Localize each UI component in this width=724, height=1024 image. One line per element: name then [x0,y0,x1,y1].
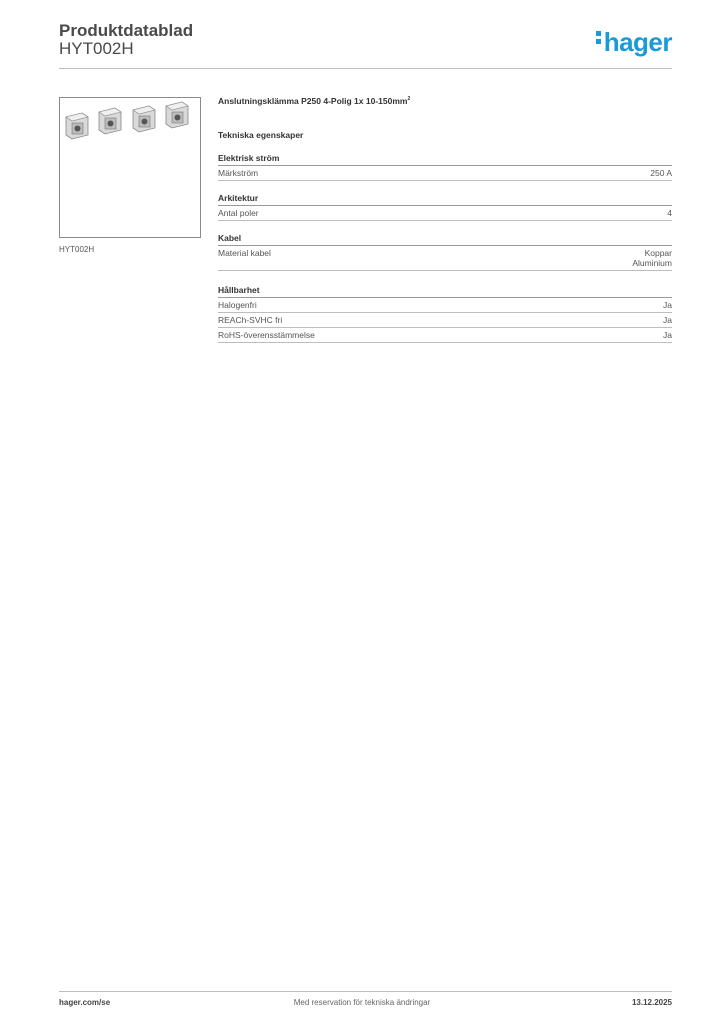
hager-logo [596,27,672,58]
spec-value: Koppar Aluminium [632,248,672,268]
group-title-elektrisk-strom: Elektrisk ström [218,153,672,166]
logo-text: hager [603,27,672,57]
spec-value: 250 A [650,168,672,178]
spec-value: Ja [663,300,672,310]
group-title-hallbarhet: Hållbarhet [218,285,672,298]
image-caption: HYT002H [59,245,95,254]
product-image [60,98,200,237]
spec-label: Material kabel [218,248,271,258]
spec-value: Ja [663,315,672,325]
spec-value: Ja [663,330,672,340]
section-heading: Tekniska egenskaper [218,130,304,140]
spec-row-markstrom [218,166,672,181]
group-title-arkitektur: Arkitektur [218,193,672,206]
spec-row-halogenfri [218,298,672,313]
spec-row-rohs [218,328,672,343]
product-code: HYT002H [59,39,134,58]
spec-row-reach-svhc [218,313,672,328]
footer-disclaimer: Med reservation för tekniska ändringar [293,998,431,1007]
spec-label: RoHS-överensstämmelse [218,330,315,340]
product-name: Anslutningsklämma P250 4-Polig 1x $10-150mm^2$ [218,96,411,106]
superscript: 2 [407,96,411,103]
header-divider [59,68,672,69]
specifications [218,96,672,343]
footer-website: hager.com/se [59,998,111,1007]
spec-label: REACh-SVHC fri [218,315,283,325]
spec-label: Märkström [218,168,259,178]
document-title: Produktdatablad [59,21,194,40]
spec-label: Halogenfri [218,300,257,310]
spec-label: Antal poler [218,208,259,218]
terminal-block-icon [66,102,188,139]
spec-row-antal-poler [218,206,672,221]
logo-dots-icon [596,31,602,47]
footer-divider [59,991,672,992]
footer-date: 13.12.2025 [631,998,672,1007]
spec-value: 4 [667,208,672,218]
product-image-frame [59,97,201,238]
group-title-kabel: Kabel [218,233,672,246]
spec-row-material-kabel [218,246,672,271]
